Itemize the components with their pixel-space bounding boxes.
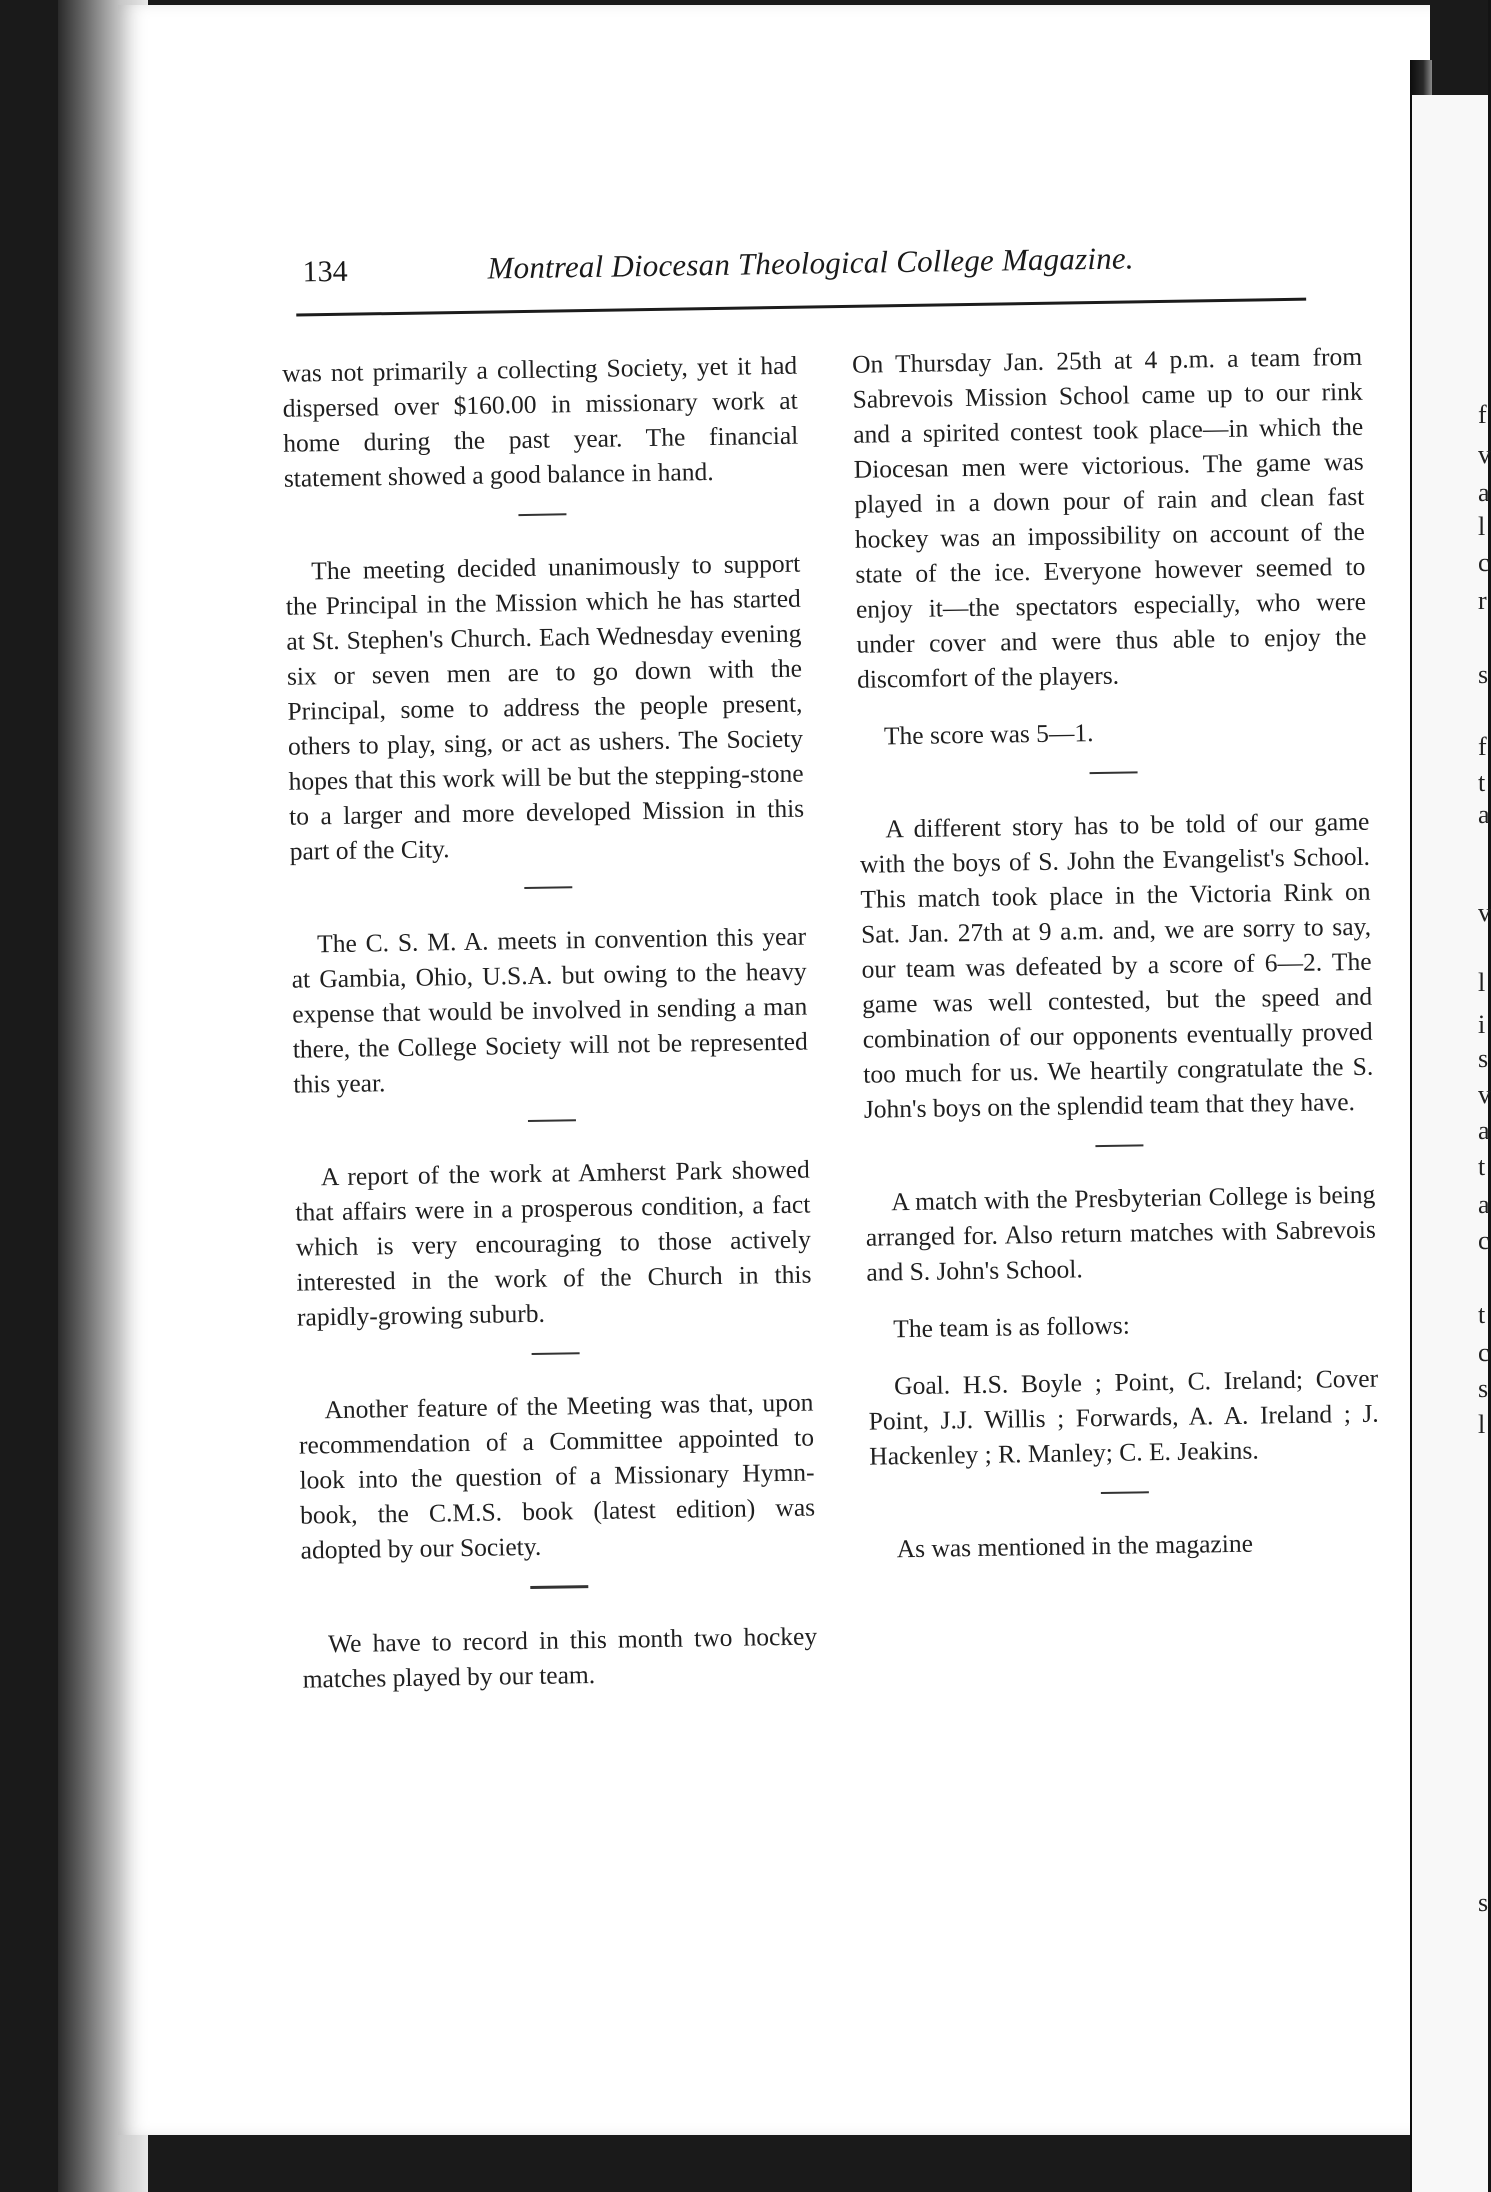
adjacent-page-letter: t [1478, 1152, 1486, 1181]
adjacent-page-letter: l [1478, 1410, 1486, 1439]
running-title: Montreal Diocesan Theological College Magazine. [487, 240, 1134, 286]
adjacent-page-letter: c [1478, 1226, 1490, 1255]
adjacent-page-letter: c [1478, 548, 1490, 577]
adjacent-page-letter: t [1478, 768, 1486, 797]
adjacent-page-letter: a [1478, 800, 1490, 829]
adjacent-page-letter: s [1478, 660, 1489, 689]
adjacent-page-letter: s [1478, 1044, 1489, 1073]
adjacent-page-letter: a [1478, 1116, 1490, 1145]
adjacent-page-letter: s [1478, 1888, 1489, 1917]
adjacent-page-letter: c [1478, 1338, 1490, 1367]
paragraph: A different story has to be told of our game with the boys of S. John the Evangelist's School. This match took place in the Victoria Rink on Sat. Jan. 27th at 9 a.m. and, we are sorry to say, our team was defeated by a score of 6—2. The game was well contested, but the speed and combination of our opponents eventually proved too much for us. We heartily congratulate the S. John's boys on the splendid team that they have. [859, 806, 1374, 1124]
paragraph: A report of the work at Amherst Park showed that affairs were in a prosperous condition, a fact which is very encouraging to those actively interested in the work of the Church in this rapidly-growing suburb. [295, 1154, 812, 1332]
right-column [852, 339, 1381, 1589]
paragraph: Goal. H.S. Boyle ; Point, C. Ireland; Cover Point, J.J. Willis ; Forwards, A. A. Ireland ; J. Hackenley ; R. Manley; C. E. Jeakins. [868, 1363, 1379, 1471]
section-divider [1095, 1144, 1143, 1147]
page-header [302, 230, 1303, 304]
adjacent-page-letter: a [1478, 1190, 1490, 1219]
adjacent-page-letter: f [1478, 400, 1487, 429]
adjacent-page-letter: a [1478, 478, 1490, 507]
paragraph: The score was 5—1. [883, 718, 1094, 751]
paragraph: Another feature of the Meeting was that, upon recommendation of a Committee appointed to look into the question of a Missionary Hymn-book, the C.M.S. book (latest edition) was adopted by our Society. [298, 1387, 816, 1565]
left-column [282, 348, 818, 1719]
adjacent-page-letter: v [1478, 898, 1491, 927]
adjacent-page-letter: i [1478, 1010, 1486, 1039]
adjacent-page-letter: v [1478, 440, 1491, 469]
section-divider [518, 513, 566, 516]
adjacent-page-letter: v [1478, 1080, 1491, 1109]
adjacent-page-letter: r [1478, 586, 1487, 615]
paragraph: The C. S. M. A. meets in convention this year at Gambia, Ohio, U.S.A. but owing to the heavy expense that would be involved in sending a man there, the College Society will not be represented this year. [291, 921, 808, 1099]
page-number: 134 [302, 254, 348, 289]
paragraph: The meeting decided unanimously to support the Principal in the Mission which he has started at St. Stephen's Church. Each Wednesday evening six or seven men are to go down with the Principal, some to address the people present, others to play, sing, or act as ushers. The Society hopes that this work will be but the stepping-stone to a larger and more developed Mission in this part of the City. [285, 548, 805, 866]
adjacent-page-letter: l [1478, 512, 1486, 541]
page-content [220, 221, 1379, 1958]
adjacent-page-letter: t [1478, 1300, 1486, 1329]
section-divider [1101, 1491, 1149, 1494]
adjacent-page-edge [1412, 95, 1488, 2192]
section-divider [527, 1119, 575, 1122]
section-divider [530, 1585, 588, 1589]
section-divider [1090, 771, 1138, 774]
adjacent-page-letter: s [1478, 1374, 1489, 1403]
section-divider [531, 1352, 579, 1355]
section-divider [524, 886, 572, 889]
paragraph: A match with the Presbyterian College is being arranged for. Also return matches with Sabrevois and S. John's School. [865, 1179, 1376, 1287]
paragraph: On Thursday Jan. 25th at 4 p.m. a team from Sabrevois Mission School came up to our rink and a spirited contest took place—in which the Diocesan men were victorious. The game was played in a down pour of rain and clean fast hockey was an impossibility on account of the state of the ice. Everyone however seemed to enjoy it—the spectators especially, who were under cover and were thus able to enjoy the discomfort of the players. [851, 341, 1367, 694]
paragraph: The team is as follows: [893, 1310, 1131, 1344]
paragraph: We have to record in this month two hockey matches played by our team. [302, 1621, 818, 1694]
paragraph: As was mentioned in the magazine [896, 1528, 1254, 1564]
adjacent-page-letter: f [1478, 732, 1487, 761]
adjacent-page-letter: l [1478, 968, 1486, 997]
paragraph: was not primarily a collecting Society, yet it had dispersed over $160.00 in missionary work at home during the past year. The financial statement showed a good balance in hand. [281, 350, 799, 493]
